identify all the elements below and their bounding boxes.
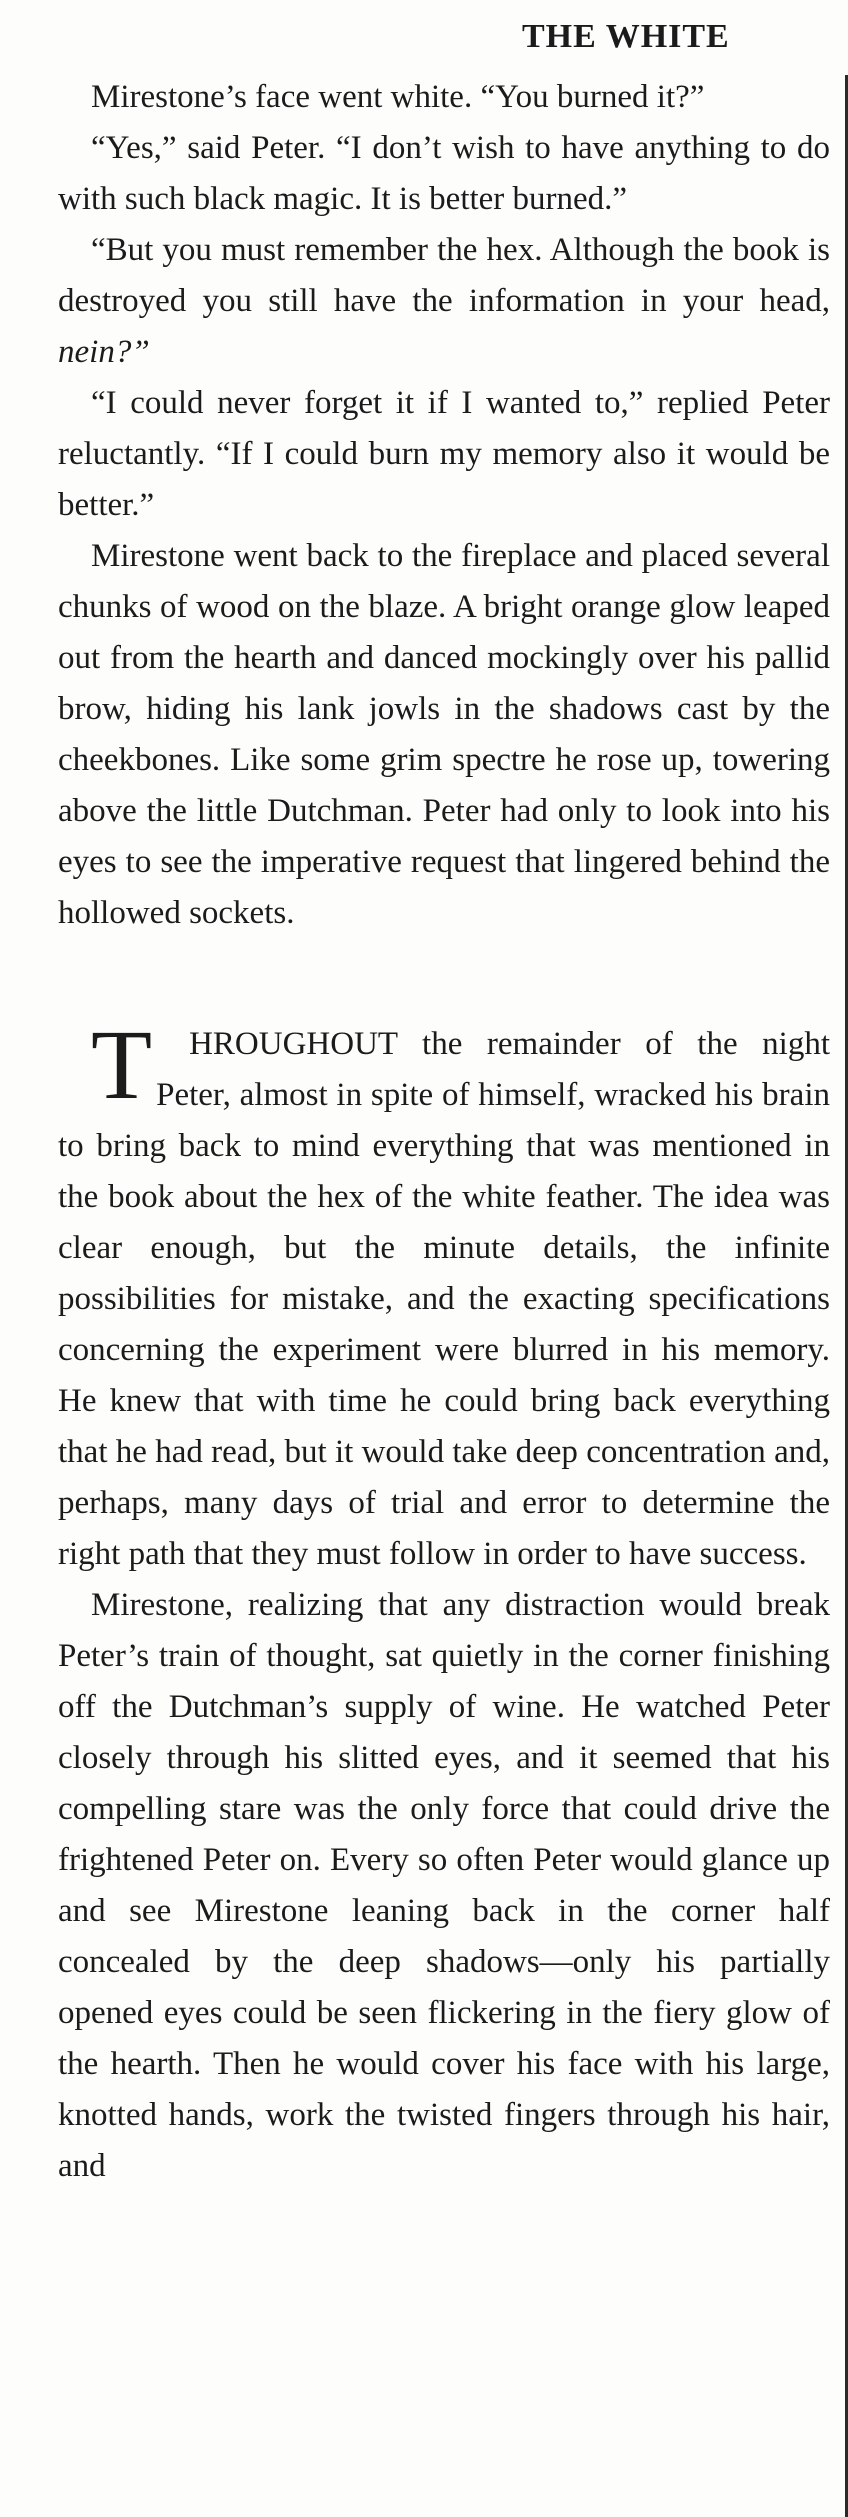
paragraph: “Yes,” said Peter. “I don’t wish to have anything to do with such black magic. It is better burned.” [58,130,830,217]
paragraph-text: HROUGHOUT the remainder of the night Peter, almost in spite of himself, wracked his brain to bring back to mind everything that was mentioned in the book about the hex of the white feather. The idea was clear enough, but the minute details, the infinite possibilities for mistake, and the exacting specifications concerning the experiment were blurred in his memory. He knew that with time he could bring back everything that he had read, but it would take deep concentration and, perhaps, many days of trial and error to determine the right path that they must follow in order to have success. [58,1026,830,1572]
drop-cap: T [91,1009,153,1120]
paragraph: “I could never forget it if I wanted to,” replied Peter reluctantly. “If I could burn my memory also it would be better.” [58,385,830,523]
paragraph-text: “But you must remember the hex. Although the book is destroyed you still have the information in your head, [58,232,830,319]
paragraph: Mirestone, realizing that any distraction would break Peter’s train of thought, sat quietly in the corner finishing off the Dutchman’s supply of wine. He watched Peter closely through his slitted eyes, and it seemed that his compelling stare was the only force that could drive the frightened Peter on. Every so often Peter would glance up and see Mirestone leaning back in the corner half concealed by the deep shadows—only his partially opened eyes could be seen flickering in the fiery glow of the hearth. Then he would cover his face with his large, knotted hands, work the twisted fingers through his hair, and [58,1587,830,2184]
running-head: THE WHITE [522,18,730,55]
paragraph [58,1009,830,1580]
paragraph: Mirestone’s face went white. “You burned it?” [91,79,705,115]
italic-word: nein?” [58,334,150,370]
text-column [58,72,830,2192]
paragraph [58,225,830,378]
section-break [58,939,830,1019]
paragraph: Mirestone went back to the fireplace and placed several chunks of wood on the blaze. A bright orange glow leaped out from the hearth and danced mockingly over his pallid brow, hiding his lank jowls in the shadows cast by the cheekbones. Like some grim spectre he rose up, towering above the little Dutchman. Peter had only to look into his eyes to see the imperative request that lingered behind the hollowed sockets. [58,538,830,931]
